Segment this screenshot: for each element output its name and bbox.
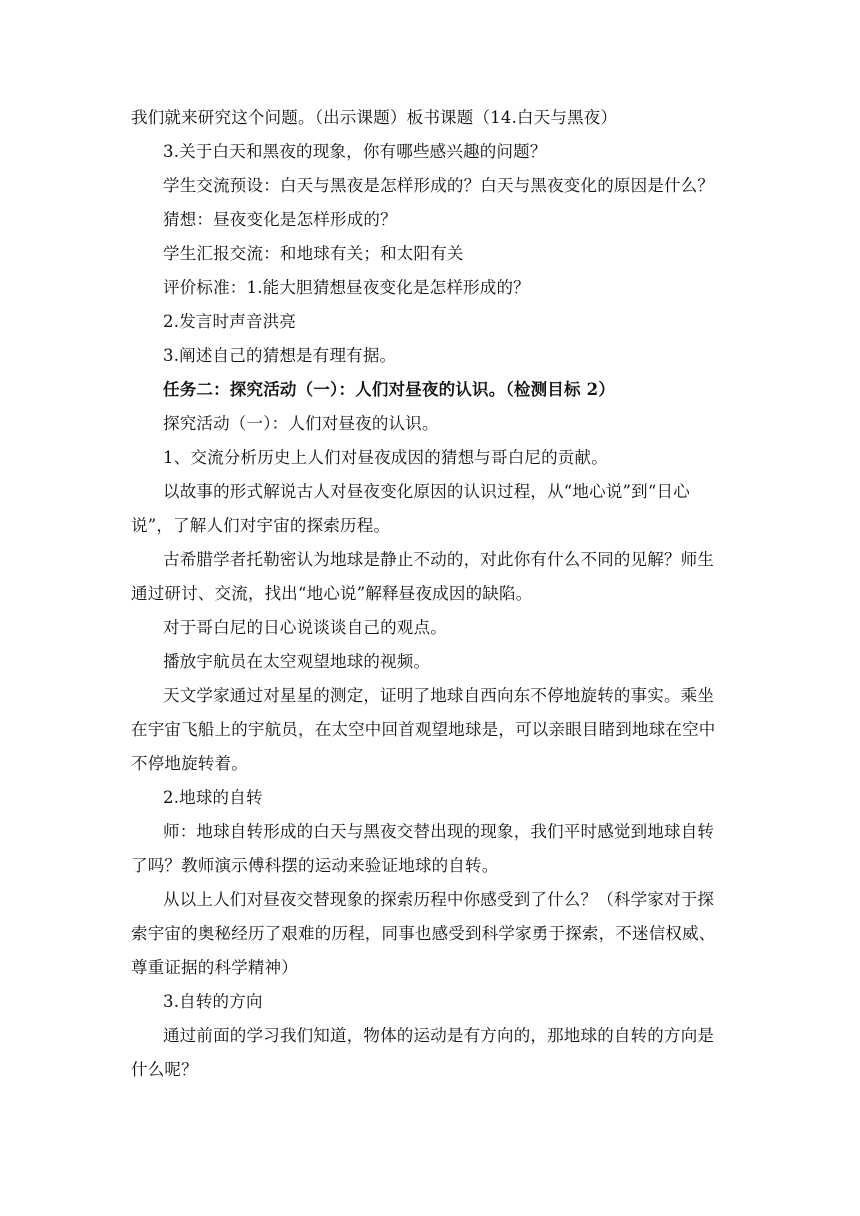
- paragraph-line: 学生交流预设：白天与黑夜是怎样形成的？白天与黑夜变化的原因是什么？: [163, 176, 715, 195]
- paragraph-line: 古希腊学者托勒密认为地球是静止不动的，对此你有什么不同的见解？师生: [163, 550, 715, 569]
- paragraph-line: 评价标准：1.能大胆猜想昼夜变化是怎样形成的？: [163, 278, 530, 297]
- paragraph-line: 2.地球的自转: [163, 788, 263, 807]
- paragraph-line: 天文学家通过对星星的测定，证明了地球自西向东不停地旋转的事实。乘坐: [163, 686, 715, 705]
- paragraph-line: 3.自转的方向: [163, 992, 263, 1011]
- paragraph-line: 说”，了解人们对宇宙的探索历程。: [131, 516, 391, 535]
- paragraph-line: 以故事的形式解说古人对昼夜变化原因的认识过程，从“地心说”到“日心: [163, 482, 690, 501]
- paragraph-line: 探究活动（一）：人们对昼夜的认识。: [163, 414, 439, 433]
- paragraph-line: 通过研讨、交流，找出“地心说”解释昼夜成因的缺陷。: [131, 584, 533, 603]
- paragraph-line: 从以上人们对昼夜交替现象的探索历程中你感受到了什么？（科学家对于探: [163, 890, 715, 909]
- paragraph-line: 猜想：昼夜变化是怎样形成的？: [163, 210, 397, 229]
- paragraph-line: 在宇宙飞船上的宇航员，在太空中回首观望地球是，可以亲眼目睹到地球在空中: [131, 720, 716, 739]
- paragraph-line: 对于哥白尼的日心说谈谈自己的观点。: [163, 618, 447, 637]
- paragraph-line: 3.关于白天和黑夜的现象，你有哪些感兴趣的问题？: [163, 142, 547, 161]
- paragraph-line: 了吗？教师演示傅科摆的运动来验证地球的自转。: [131, 856, 499, 875]
- paragraph-line: 1、交流分析历史上人们对昼夜成因的猜想与哥白尼的贡献。: [163, 448, 608, 467]
- paragraph-line: 我们就来研究这个问题。（出示课题）板书课题（14.白天与黑夜）: [131, 108, 618, 127]
- paragraph-line: 学生汇报交流：和地球有关；和太阳有关: [163, 244, 464, 263]
- paragraph-line: 2.发言时声音洪亮: [163, 312, 297, 331]
- paragraph-line: 通过前面的学习我们知道，物体的运动是有方向的，那地球的自转的方向是: [163, 1026, 715, 1045]
- paragraph-line: 师：地球自转形成的白天与黑夜交替出现的现象，我们平时感觉到地球自转: [163, 822, 715, 841]
- paragraph-line: 3.阐述自己的猜想是有理有据。: [163, 346, 397, 365]
- paragraph-line: 索宇宙的奥秘经历了艰难的历程，同事也感受到科学家勇于探索，不迷信权威、: [131, 924, 716, 943]
- paragraph-line: 尊重证据的科学精神）: [131, 958, 298, 977]
- paragraph-line: 播放宇航员在太空观望地球的视频。: [163, 652, 431, 671]
- section-heading: 任务二：探究活动（一）：人们对昼夜的认识。（检测目标 2）: [163, 380, 616, 399]
- paragraph-line: 什么呢？: [131, 1060, 198, 1079]
- paragraph-line: 不停地旋转着。: [131, 754, 248, 773]
